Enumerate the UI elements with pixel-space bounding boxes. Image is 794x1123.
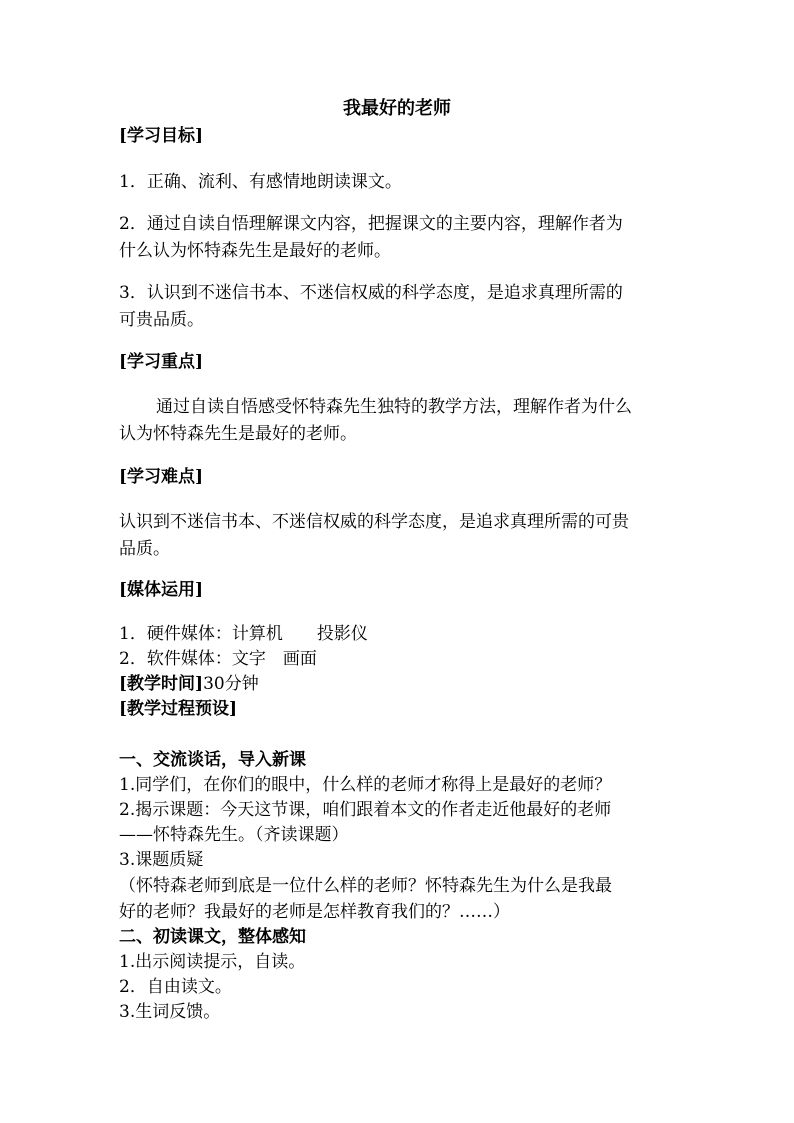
section-1-item-2-line-1: 2.揭示课题：今天这节课，咱们跟着本文的作者走近他最好的老师 [119,800,612,820]
focus-heading: [学习重点] [119,352,204,372]
section-1-item-1: 1.同学们，在你们的眼中，什么样的老师才称得上是最好的老师？ [119,775,612,795]
difficulty-text-line-2: 品质。 [119,539,170,559]
goals-item-3-line-1: 3．认识到不迷信书本、不迷信权威的科学态度，是追求真理所需的 [119,283,623,303]
media-item-1: 1．硬件媒体：计算机 投影仪 [119,624,368,644]
teaching-time-value: 30分钟 [203,674,259,694]
goals-item-2-line-1: 2．通过自读自悟理解课文内容，把握课文的主要内容，理解作者为 [119,214,623,234]
section-2-item-2: 2．自由读文。 [119,977,232,997]
section-2-heading: 二、初读课文，整体感知 [119,927,306,947]
media-heading: [媒体运用] [119,580,204,600]
teaching-time [119,674,679,694]
difficulty-heading: [学习难点] [119,467,204,487]
section-1-item-3-note-line-2: 好的老师？我最好的老师是怎样教育我们的？……） [119,902,510,922]
focus-text-line-2: 认为怀特森先生是最好的老师。 [119,424,357,444]
goals-item-1: 1．正确、流利、有感情地朗读课文。 [119,172,402,192]
media-item-2: 2．软件媒体：文字 画面 [119,649,317,669]
document-title: 我最好的老师 [343,98,451,119]
goals-item-2-line-2: 什么认为怀特森先生是最好的老师。 [119,241,391,261]
goals-item-3-line-2: 可贵品质。 [119,310,204,330]
section-1-item-3: 3.课题质疑 [119,850,204,870]
difficulty-text-line-1: 认识到不迷信书本、不迷信权威的科学态度，是追求真理所需的可贵 [119,512,629,532]
section-2-item-1: 1.出示阅读提示，自读。 [119,952,306,972]
section-2-item-3: 3.生词反馈。 [119,1002,221,1022]
goals-heading: [学习目标] [119,126,204,146]
section-1-item-3-note-line-1: （怀特森老师到底是一位什么样的老师？怀特森先生为什么是我最 [119,876,612,896]
section-1-item-2-line-2: ——怀特森先生。（齐读课题） [119,825,349,845]
teaching-time-label: [教学时间] [119,674,204,694]
focus-text-line-1: 通过自读自悟感受怀特森先生独特的教学方法，理解作者为什么 [156,397,632,417]
process-heading: [教学过程预设] [119,699,238,719]
section-1-heading: 一、交流谈话，导入新课 [119,750,306,770]
